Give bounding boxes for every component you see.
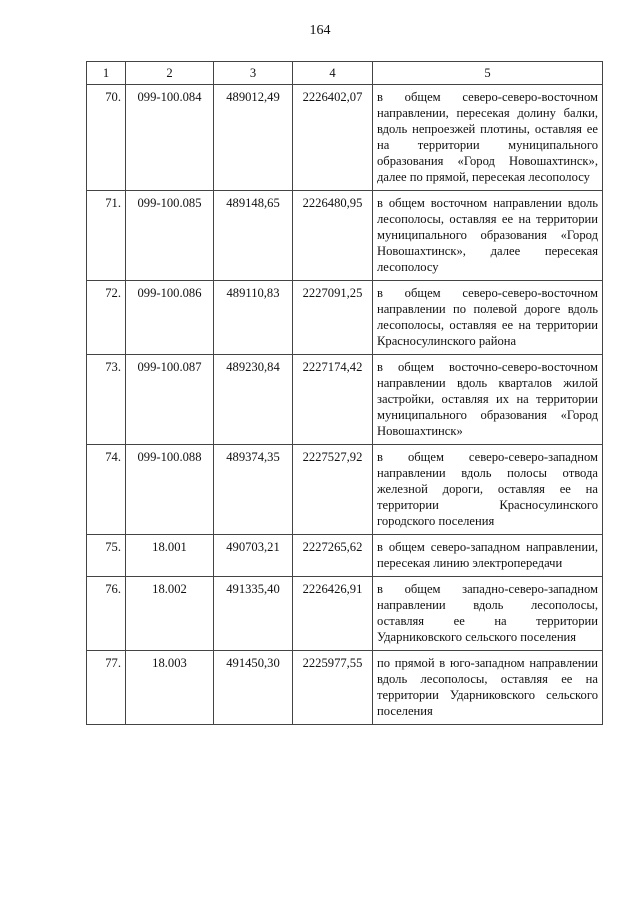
row-number: 74. xyxy=(87,445,126,535)
boundary-description: в общем северо-северо-восточном направлении, пересекая долину балки, вдоль непроезжей плотины, оставляя ее на территории муниципального образования «Город Новошахтинск», далее по прямой, пересекая лесополосу xyxy=(373,85,603,191)
column-header: 4 xyxy=(293,62,373,85)
table-row xyxy=(87,191,603,281)
point-code: 099-100.084 xyxy=(126,85,214,191)
boundary-description: по прямой в юго-западном направлении вдоль лесополосы, оставляя ее на территории Ударниковского сельского поселения xyxy=(373,651,603,725)
x-coordinate: 489110,83 xyxy=(214,281,293,355)
y-coordinate: 2227174,42 xyxy=(293,355,373,445)
y-coordinate: 2227265,62 xyxy=(293,535,373,577)
x-coordinate: 489148,65 xyxy=(214,191,293,281)
table-row xyxy=(87,85,603,191)
y-coordinate: 2227091,25 xyxy=(293,281,373,355)
x-coordinate: 489374,35 xyxy=(214,445,293,535)
table-row xyxy=(87,355,603,445)
table-row xyxy=(87,577,603,651)
point-code: 18.003 xyxy=(126,651,214,725)
y-coordinate: 2226426,91 xyxy=(293,577,373,651)
row-number: 73. xyxy=(87,355,126,445)
row-number: 71. xyxy=(87,191,126,281)
page-number: 164 xyxy=(309,23,331,38)
table-row xyxy=(87,651,603,725)
point-code: 099-100.086 xyxy=(126,281,214,355)
column-header: 2 xyxy=(126,62,214,85)
table-row xyxy=(87,445,603,535)
boundary-description: в общем северо-северо-западном направлении вдоль полосы отвода железной дороги, оставляя ее на территории Красносулинского городского поселения xyxy=(373,445,603,535)
row-number: 75. xyxy=(87,535,126,577)
y-coordinate: 2226480,95 xyxy=(293,191,373,281)
point-code: 18.002 xyxy=(126,577,214,651)
point-code: 099-100.088 xyxy=(126,445,214,535)
point-code: 18.001 xyxy=(126,535,214,577)
row-number: 70. xyxy=(87,85,126,191)
column-header: 3 xyxy=(214,62,293,85)
boundary-table xyxy=(86,61,603,725)
boundary-description: в общем западно-северо-западном направлении вдоль лесополосы, оставляя ее на территории Ударниковского сельского поселения xyxy=(373,577,603,651)
boundary-description: в общем восточно-северо-восточном направлении вдоль кварталов жилой застройки, оставляя их на территории муниципального образования «Город Новошахтинск» xyxy=(373,355,603,445)
point-code: 099-100.085 xyxy=(126,191,214,281)
row-number: 72. xyxy=(87,281,126,355)
point-code: 099-100.087 xyxy=(126,355,214,445)
boundary-description: в общем северо-северо-восточном направлении по полевой дороге вдоль лесополосы, оставляя ее на территории Красносулинского района xyxy=(373,281,603,355)
boundary-description: в общем северо-западном направлении, пересекая линию электропередачи xyxy=(373,535,603,577)
table-row xyxy=(87,281,603,355)
x-coordinate: 490703,21 xyxy=(214,535,293,577)
x-coordinate: 489230,84 xyxy=(214,355,293,445)
y-coordinate: 2226402,07 xyxy=(293,85,373,191)
x-coordinate: 489012,49 xyxy=(214,85,293,191)
column-header: 5 xyxy=(373,62,603,85)
row-number: 77. xyxy=(87,651,126,725)
y-coordinate: 2225977,55 xyxy=(293,651,373,725)
boundary-description: в общем восточном направлении вдоль лесополосы, оставляя ее на территории муниципального образования «Город Новошахтинск», далее пересекая лесополосу xyxy=(373,191,603,281)
x-coordinate: 491335,40 xyxy=(214,577,293,651)
x-coordinate: 491450,30 xyxy=(214,651,293,725)
y-coordinate: 2227527,92 xyxy=(293,445,373,535)
column-header: 1 xyxy=(87,62,126,85)
table-row xyxy=(87,535,603,577)
table-header-row xyxy=(87,62,603,85)
row-number: 76. xyxy=(87,577,126,651)
